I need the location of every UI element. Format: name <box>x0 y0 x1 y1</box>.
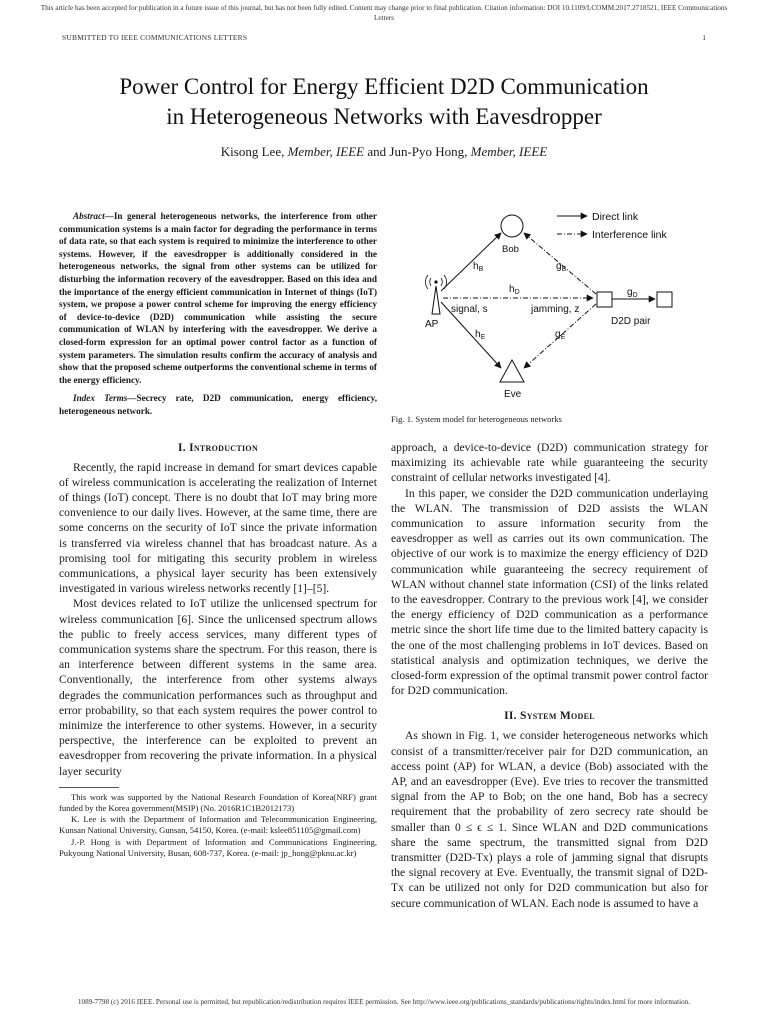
running-head: SUBMITTED TO IEEE COMMUNICATIONS LETTERS <box>62 33 248 42</box>
abstract-lead: Abstract <box>73 211 105 221</box>
system-model-diagram <box>391 206 711 411</box>
page-number: 1 <box>702 33 706 42</box>
hd-label: h <box>509 284 515 295</box>
author-1-role: Member, IEEE <box>287 144 365 159</box>
left-column <box>59 210 377 860</box>
author-2: Jun-Pyo Hong, <box>389 144 468 159</box>
footnote-funding: This work was supported by the National Research Foundation of Korea(NRF) grant funded by the Korea government(MSIP) (No. 2016R1C1B2012173) <box>59 791 377 813</box>
svg-text:gD <box>627 287 638 299</box>
paper-title <box>30 72 738 132</box>
d2d-rx-node <box>657 292 672 307</box>
right-paragraph-2: In this paper, we consider the D2D communication underlaying the WLAN. The transmission of D2D assists the WLAN communication to assure information security from the eavesdropper as well as carries out its own communication. The objective of our work is to maximize the energy efficiency of D2D communication while guaranteeing the secrecy requirement of WLAN without channel state information (CSI) of the links related to the eavesdropper. Contrary to the previous work [4], we consider the energy efficiency of D2D communication as a performance metric since the short life time due to the limited battery capacity is the one of the most challenging problems in IoT devices. Based on statistical analysis and optimization techniques, we derive the closed-form expression of the optimal transmit power control factor for D2D communication. <box>391 486 708 698</box>
section-heading-introduction: I. Introduction <box>177 441 259 454</box>
figure-caption: Fig. 1. System model for heterogeneous networks <box>391 414 562 424</box>
right-column <box>391 440 708 911</box>
svg-text:hD <box>509 284 520 296</box>
footnote-author-2: J.-P. Hong is with Department of Information and Communications Engineering, Pukyoung National University, Busan, 608-737, Korea. (e-mail: jp_hong@pknu.ac.kr) <box>59 836 377 858</box>
svg-text:hB <box>473 261 484 273</box>
copyright-footer: 1089-7798 (c) 2016 IEEE. Personal use is permitted, but republication/redistribution requires IEEE permission. See http://www.ieee.org/publications_standards/publications/rights/index.html for more information. <box>77 998 691 1006</box>
link-hb <box>441 233 501 291</box>
gb-label: g <box>556 261 562 272</box>
gd-label: g <box>627 287 633 298</box>
svg-text:hE <box>475 329 486 341</box>
eve-label: Eve <box>504 389 522 400</box>
right-paragraph-1: approach, a device-to-device (D2D) communication strategy for maximizing its achievable rate while guaranteeing the security constraint of cellular networks investigated [4]. <box>391 441 708 485</box>
author-line <box>30 144 738 160</box>
gd-subscript: D <box>632 292 638 299</box>
ap-antenna-icon <box>425 275 446 314</box>
author-1: Kisong Lee, <box>220 144 285 159</box>
publication-banner: This article has been accepted for publication in a future issue of this journal, but has not been fully edited. Content may change prior to final publication. Citation information: DOI 10.1109/LCOMM.2017.2718521, IEEE Communications Letters <box>40 4 728 22</box>
index-terms-lead: Index Terms <box>73 393 128 404</box>
signal-label: signal, s <box>451 304 488 315</box>
jamming-label: jamming, z <box>531 304 580 315</box>
intro-paragraph-1: Recently, the rapid increase in demand for smart devices capable of wireless communication is accelerating the realization of Internet of things (IoT) concept. There is no doubt that IoT may bring more convenience to our daily lives. However, at the same time, there are some concerns on the security of IoT since the private information is transferred via wireless channel that has broadcast nature. As a promising tool for mitigating this security problem in wireless communications, a physical layer security has been extensively investigated in various wireless networks recently [1]–[5]. <box>59 460 377 596</box>
ge-subscript: E <box>560 334 566 341</box>
bob-label: Bob <box>502 244 519 255</box>
intro-paragraph-2: Most devices related to IoT utilize the unlicensed spectrum for wireless communication [6]. Since the unlicensed spectrum allows the public to freely access services, many different types of communication systems share the spectrum. For this reason, there is an interference between different systems in the same area. Conventionally, the interference from other systems always degrades the communication performances such as throughput and error probability, so that each system requires the power control to minimize the interference to other systems. However, in a security perspective, the interference can be exploited to prevent an eavesdropper from recovering the private information. In a physical layer security <box>59 597 377 778</box>
legend-direct-label: Direct link <box>592 211 639 223</box>
ap-label: AP <box>425 319 439 330</box>
bob-node <box>501 215 523 237</box>
d2d-tx-node <box>597 292 612 307</box>
index-terms <box>59 392 377 417</box>
svg-text:gB <box>556 261 567 273</box>
title-line-2: in Heterogeneous Networks with Eavesdropper <box>166 104 602 129</box>
footnote-author-1: K. Lee is with the Department of Information and Telecommunication Engineering, Kunsan National University, Gunsan, 54150, Korea. (e-mail: kslee851105@gmail.com) <box>59 814 377 836</box>
d2d-pair-label: D2D pair <box>611 316 651 327</box>
ge-label: g <box>555 329 561 340</box>
svg-text:gE <box>555 329 566 341</box>
he-subscript: E <box>480 334 486 341</box>
abstract <box>59 210 377 386</box>
system-model-paragraph-1: As shown in Fig. 1, we consider heterogeneous networks which consist of a transmitter/receiver pair for D2D communication, an access point (AP) for WLAN, a device (Bob) associated with the AP, and an eavesdropper (Eve). Eve tries to recover the transmitted signal from the AP to Bob; on the one hand, Bob has a secrecy requirement that the probability of zero secrecy rate should be smaller than 0 ≤ ϵ ≤ 1. Since WLAN and D2D communications share the same spectrum, the transmitted signal from D2D transmitter (D2D-Tx) plays a role of jamming signal that disrupts the signal recovery at Eve. Eventually, the transmit signal of D2D-Tx can be utilized not only for D2D communication but also for secure communication of WLAN. Each node is assumed to have a <box>391 729 708 910</box>
footnote-rule <box>59 787 119 788</box>
gb-subscript: B <box>561 266 567 273</box>
title-line-1: Power Control for Energy Efficient D2D Communication <box>119 74 649 99</box>
author-conjunction: and <box>367 144 387 159</box>
author-2-role: Member, IEEE <box>470 144 548 159</box>
legend-interference-label: Interference link <box>592 229 667 241</box>
eve-node <box>500 360 524 382</box>
abstract-text: —In general heterogeneous networks, the interference from other communication systems is a main factor for degrading the performance in terms of data rate, so that each system is required to minimize the interference to other systems. However, if the eavesdropper is additionally considered in the heterogeneous networks, the signal from other systems can be utilized for disturbing the information recovery of the eavesdropper. Based on this idea and the importance of the energy efficient communication in Internet of things (IoT) system, we propose a power control scheme for improving the energy efficiency of device-to-device (D2D) communication while assisting the secure communication of WLAN by interfering with the eavesdropper. We derive a closed-form expression for an optimal power control factor as a function of system parameters. The simulation results confirm the accuracy of analysis and show that the proposed scheme outperforms the conventional scheme in terms of the energy efficiency. <box>59 211 377 385</box>
system-model-figure <box>391 206 711 426</box>
hd-subscript: D <box>514 289 520 296</box>
section-heading-system-model: II. System Model <box>504 710 595 723</box>
index-terms-text: —Secrecy rate, D2D communication, energy efficiency, heterogeneous network. <box>59 393 377 416</box>
he-label: h <box>475 329 481 340</box>
hb-subscript: B <box>478 266 484 273</box>
hb-label: h <box>473 261 479 272</box>
